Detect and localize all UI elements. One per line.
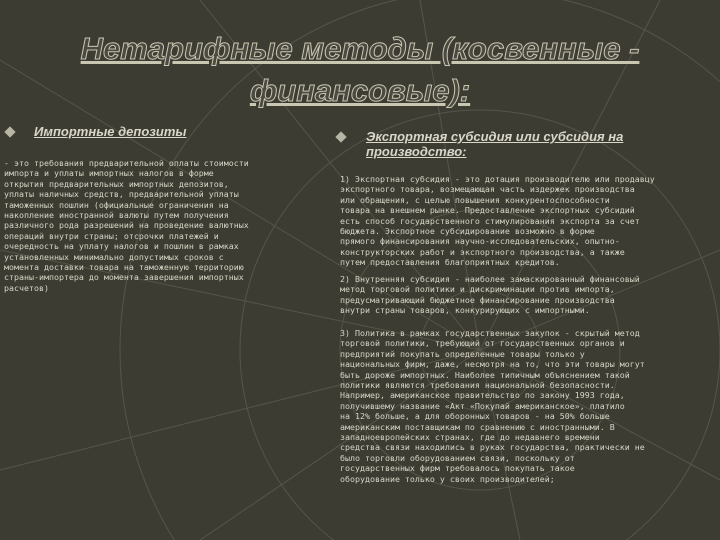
paragraph-3: 3) Политика в рамках государственных закупок - скрытый метод торговой политики, требующий от государственных органов и предприятий покупать определенные товары только у национальных фирм, даже, несмотря на то, что эти товары могут быть дороже импортных. Наиболее типичным объяснением такой политики являются требования национальной безопасности. Например, американское правительство по закону 1993 года, получившему название «Акт «Покупай американское», платило на 12% больше, а для оборонных товаров - на 50% больше американским поставщикам по сравнению с иностранными. В западноевропейских странах, где до недавнего времени средства связи находились в руках государства, практически не было торговли оборудованием связи, поскольку от государственных фирм требовалось покупать такое оборудование только у своих производителей; xyxy=(340,328,645,484)
right-heading-line-1: Экспортная субсидия или субсидия на xyxy=(366,129,624,144)
paragraph-1: 1) Экспортная субсидия - это дотация производителю или продавцу экспортного товара, возмещающая часть издержек производства или обращения, с целью повышения конкурентоспособности товара на внешнем рынке. Предоставление экспортных субсидий есть способ государственного стимулирования экспорта за счет бюджета. Экспортное субсидирование возможно в форме прямого финансирования научно-исследовательских, опытно- конструкторских работ и экспортного производства, а также путем предоставления благоприятных кредитов. xyxy=(340,174,655,268)
title-line-1: Нетарифные методы (косвенные - xyxy=(80,31,640,66)
right-heading xyxy=(366,129,623,159)
title-line-2: финансовые): xyxy=(249,73,471,108)
left-heading: Импортные депозиты xyxy=(34,124,187,139)
left-body: - это требования предварительной оплаты стоимости импорта и уплаты импортных налогов в форме открытия предварительных импортных депозитов, уплаты наличных средств, предварительной уплаты таможенных пошлин (официальные ограничения на накопление иностранной валюты путем получения различного рода разрешений на проведение валютных операций внутри страны; отсрочки платежей и очередность на уплату налогов и пошлин в рамках установленных минимально допустимых сроков с момента доставки товара на таможенную территорию страны-импортера до момента завершения импортных расчетов) xyxy=(4,158,249,293)
paragraph-2: 2) Внутренняя субсидия - наиболее замаскированный финансовый метод торговой политики и дискриминации против импорта, предусматривающий бюджетное финансирование производства внутри страны товаров, конкурирующих с импортными. xyxy=(340,274,640,316)
slide-title xyxy=(30,28,690,112)
right-heading-line-2: производство: xyxy=(366,144,467,159)
